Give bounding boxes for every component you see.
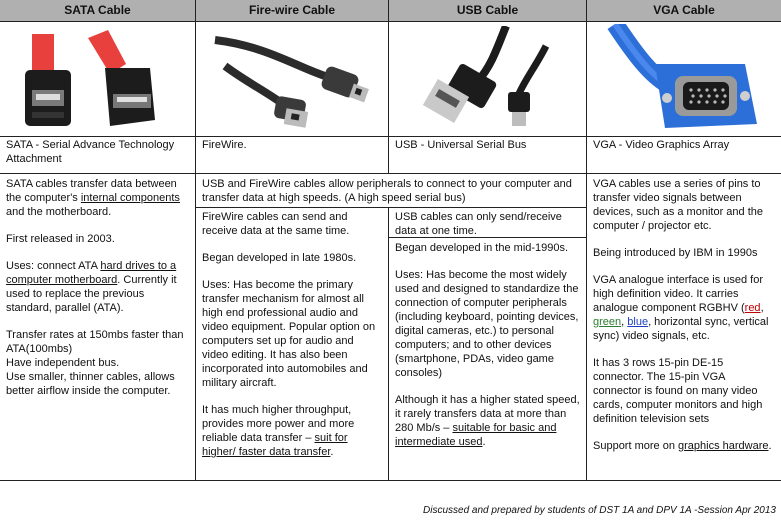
header-firewire: Fire-wire Cable bbox=[196, 0, 388, 21]
internal-components-link[interactable]: internal components bbox=[80, 192, 180, 204]
vga-cable-image bbox=[595, 24, 777, 134]
usb-cable-image bbox=[396, 26, 578, 132]
definition-vga: VGA - Video Graphics Array bbox=[593, 139, 730, 151]
header-vga: VGA Cable bbox=[587, 0, 781, 21]
firewire-details: FireWire cables can send and receive data at the same time. Began developed in late 1980s. Uses: Has become the primary transfer mechanism for almost all high end professional audio and video equipment. Popular option on computers set up for audio and video editing. It has also been incorporated into automobiles and military aircraft. It has much higher throughput, provides more power and more reliable data transfer – suit for higher/ faster data transfer. bbox=[202, 211, 376, 458]
header-sata: SATA Cable bbox=[0, 0, 195, 21]
rgb-red-link[interactable]: red bbox=[744, 302, 761, 314]
rgb-green-link[interactable]: green bbox=[593, 316, 622, 328]
sata-cable-image bbox=[10, 28, 185, 132]
definition-sata: SATA - Serial Advance Technology Attachment bbox=[6, 139, 175, 165]
graphics-hardware-link[interactable]: graphics hardware bbox=[678, 440, 769, 452]
basic-intermediate-link[interactable]: suitable for basic and intermediate used bbox=[395, 422, 557, 448]
header-usb: USB Cable bbox=[389, 0, 586, 21]
firewire-cable-image bbox=[205, 26, 381, 132]
usb-details: USB cables can only send/receive data at one time. Began developed in the mid-1990s. Uses: Has become the most widely used and designed to standardize the connection of computer peripherals (including keyboard, pointing devices, digital cameras, etc.) to personal computers; and to other devices (smartphone, PDAs, video game consoles) Although it has a higher stated speed, it rarely transfers data at more than 280 Mb/s – suitable for basic and intermediate used. bbox=[395, 211, 580, 448]
faster-data-transfer-link[interactable]: suit for higher/ faster data transfer bbox=[202, 432, 348, 458]
hard-drives-link[interactable]: hard drives to a computer motherboard bbox=[6, 260, 177, 286]
vga-details: VGA cables use a series of pins to transfer video signals between devices, such as a monitor and the computer / projector etc. Being introduced by IBM in 1990s VGA analogue interface is used for high definition video. It carries analogue component RGBHV (red, green, blue, horizontal sync, vertical sync) video signals, etc. It has 3 rows 15-pin DE-15 connector. The 15-pin VGA connector is found on many video cards, computer monitors and high definition television sets Support more on graphics hardware. bbox=[593, 178, 772, 452]
sata-details: SATA cables transfer data between the computer's internal components and the motherboard. First released in 2003. Uses: connect ATA hard drives to a computer motherboard. Currently it used to replace the previous standard, parallel (ATA). Transfer rates at 150mbs faster than ATA(100mbs) Have independent bus. Use smaller, thinner cables, allows better airflow inside the computer. bbox=[6, 178, 184, 397]
definition-firewire: FireWire. bbox=[202, 139, 247, 151]
rgb-blue-link[interactable]: blue bbox=[627, 316, 649, 328]
definition-usb: USB - Universal Serial Bus bbox=[395, 139, 527, 151]
footer-credit: Discussed and prepared by students of DST 1A and DPV 1A -Session Apr 2013 bbox=[423, 505, 776, 516]
shared-usb-firewire-text: USB and FireWire cables allow peripherals to connect to your computer and transfer data at high speeds. (A high speed serial bus) bbox=[202, 178, 572, 204]
